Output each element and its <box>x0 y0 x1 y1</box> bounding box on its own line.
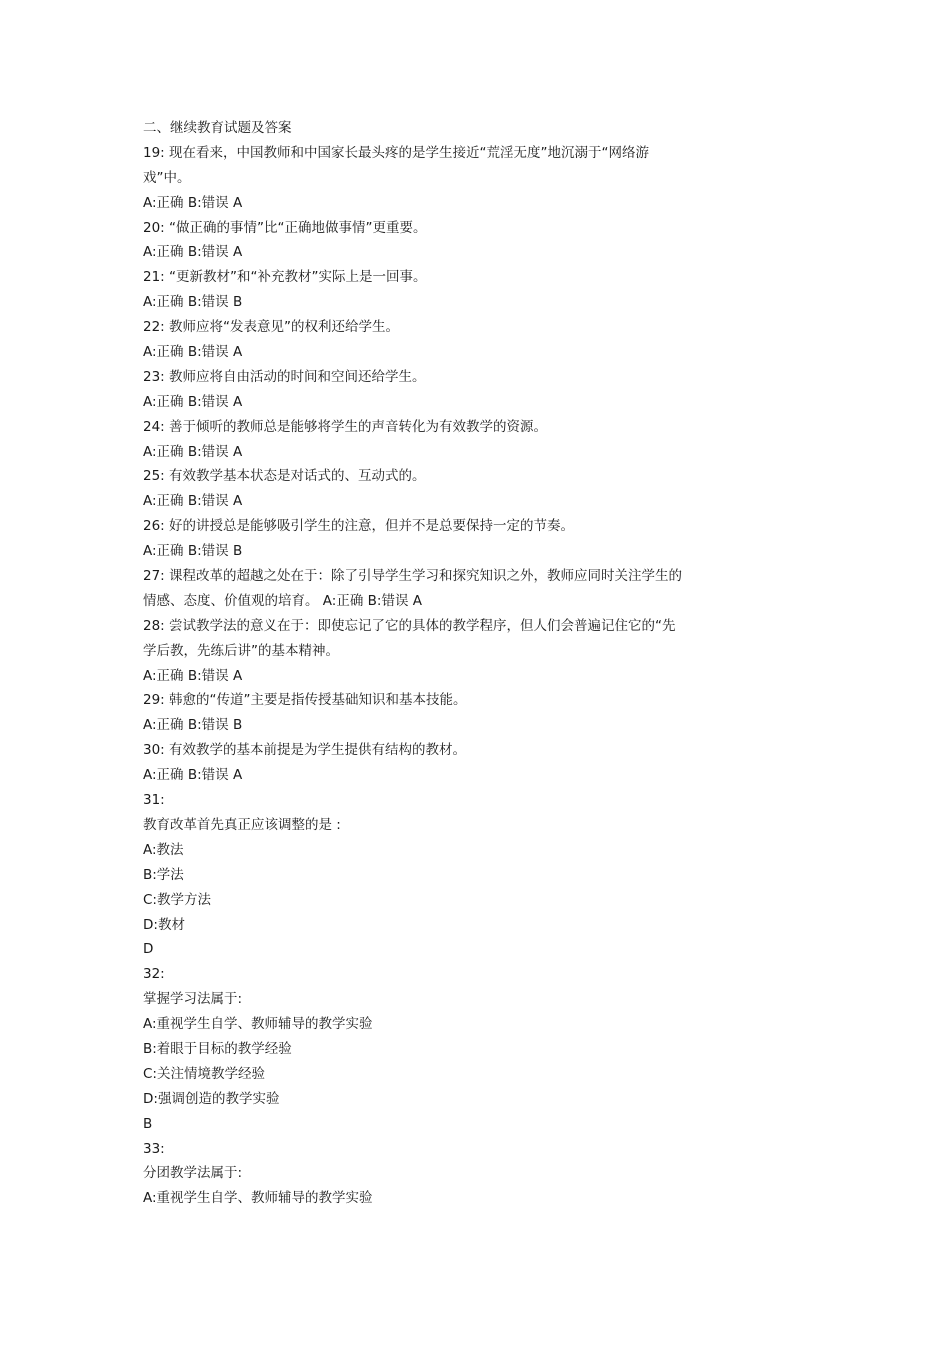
text-line: 19: 现在看来，中国教师和中国家长最头疼的是学生接近“荒淫无度”地沉溺于“网络游 <box>143 144 649 161</box>
text-line: 24: 善于倾听的教师总是能够将学生的声音转化为有效教学的资源。 <box>143 418 548 435</box>
text-line: 25: 有效教学基本状态是对话式的、互动式的。 <box>143 468 426 485</box>
text-line: A:正确 B:错误 B <box>143 543 243 560</box>
text-line: A:正确 B:错误 A <box>143 344 243 361</box>
text-line: D <box>143 941 154 958</box>
text-line: A:正确 B:错误 A <box>143 667 243 684</box>
text-line: 20: “做正确的事情”比“正确地做事情”更重要。 <box>143 219 427 236</box>
text-line: 情感、态度、价值观的培育。 A:正确 B:错误 A <box>143 592 422 609</box>
text-line: 掌握学习法属于: <box>143 991 243 1008</box>
text-line: A:教法 <box>143 841 184 858</box>
text-line: D:强调创造的教学实验 <box>143 1090 280 1107</box>
text-line: 21: “更新教材”和“补充教材”实际上是一回事。 <box>143 269 427 286</box>
text-line: 31: <box>143 792 165 809</box>
text-line: B <box>143 1115 153 1132</box>
text-line: A:重视学生自学、教师辅导的教学实验 <box>143 1016 373 1033</box>
text-line: 分团教学法属于: <box>143 1165 243 1182</box>
text-line: B:着眼于目标的教学经验 <box>143 1040 292 1057</box>
text-line: 26: 好的讲授总是能够吸引学生的注意，但并不是总要保持一定的节奏。 <box>143 518 575 535</box>
text-line: A:正确 B:错误 A <box>143 493 243 510</box>
text-line: 戏”中。 <box>143 169 191 186</box>
text-line: 27: 课程改革的超越之处在于：除了引导学生学习和探究知识之外，教师应同时关注学生的 <box>143 568 683 585</box>
document-page <box>143 116 743 1211</box>
text-line: A:正确 B:错误 A <box>143 393 243 410</box>
text-line: C:教学方法 <box>143 891 211 908</box>
text-line: A:正确 B:错误 B <box>143 294 243 311</box>
text-line: 29: 韩愈的“传道”主要是指传授基础知识和基本技能。 <box>143 692 467 709</box>
text-line: A:正确 B:错误 A <box>143 443 243 460</box>
text-line: 23: 教师应将自由活动的时间和空间还给学生。 <box>143 368 426 385</box>
text-line: 28: 尝试教学法的意义在于：即使忘记了它的具体的教学程序，但人们会普遍记住它的“先 <box>143 617 676 634</box>
text-line: B:学法 <box>143 866 184 883</box>
text-line: C:关注情境教学经验 <box>143 1065 265 1082</box>
text-line: 教育改革首先真正应该调整的是 : <box>143 816 341 833</box>
text-line: A:正确 B:错误 A <box>143 244 243 261</box>
text-line: A:正确 B:错误 B <box>143 717 243 734</box>
text-line: 32: <box>143 966 165 983</box>
text-line: A:正确 B:错误 A <box>143 767 243 784</box>
text-line: 二、继续教育试题及答案 <box>143 120 292 136</box>
text-line: 学后教，先练后讲”的基本精神。 <box>143 642 339 659</box>
text-line: 30: 有效教学的基本前提是为学生提供有结构的教材。 <box>143 742 467 759</box>
text-line: 22: 教师应将“发表意见”的权利还给学生。 <box>143 319 400 336</box>
text-line: A:正确 B:错误 A <box>143 194 243 211</box>
text-line: 33: <box>143 1140 165 1157</box>
text-line: D:教材 <box>143 916 185 933</box>
text-line: A:重视学生自学、教师辅导的教学实验 <box>143 1190 373 1207</box>
